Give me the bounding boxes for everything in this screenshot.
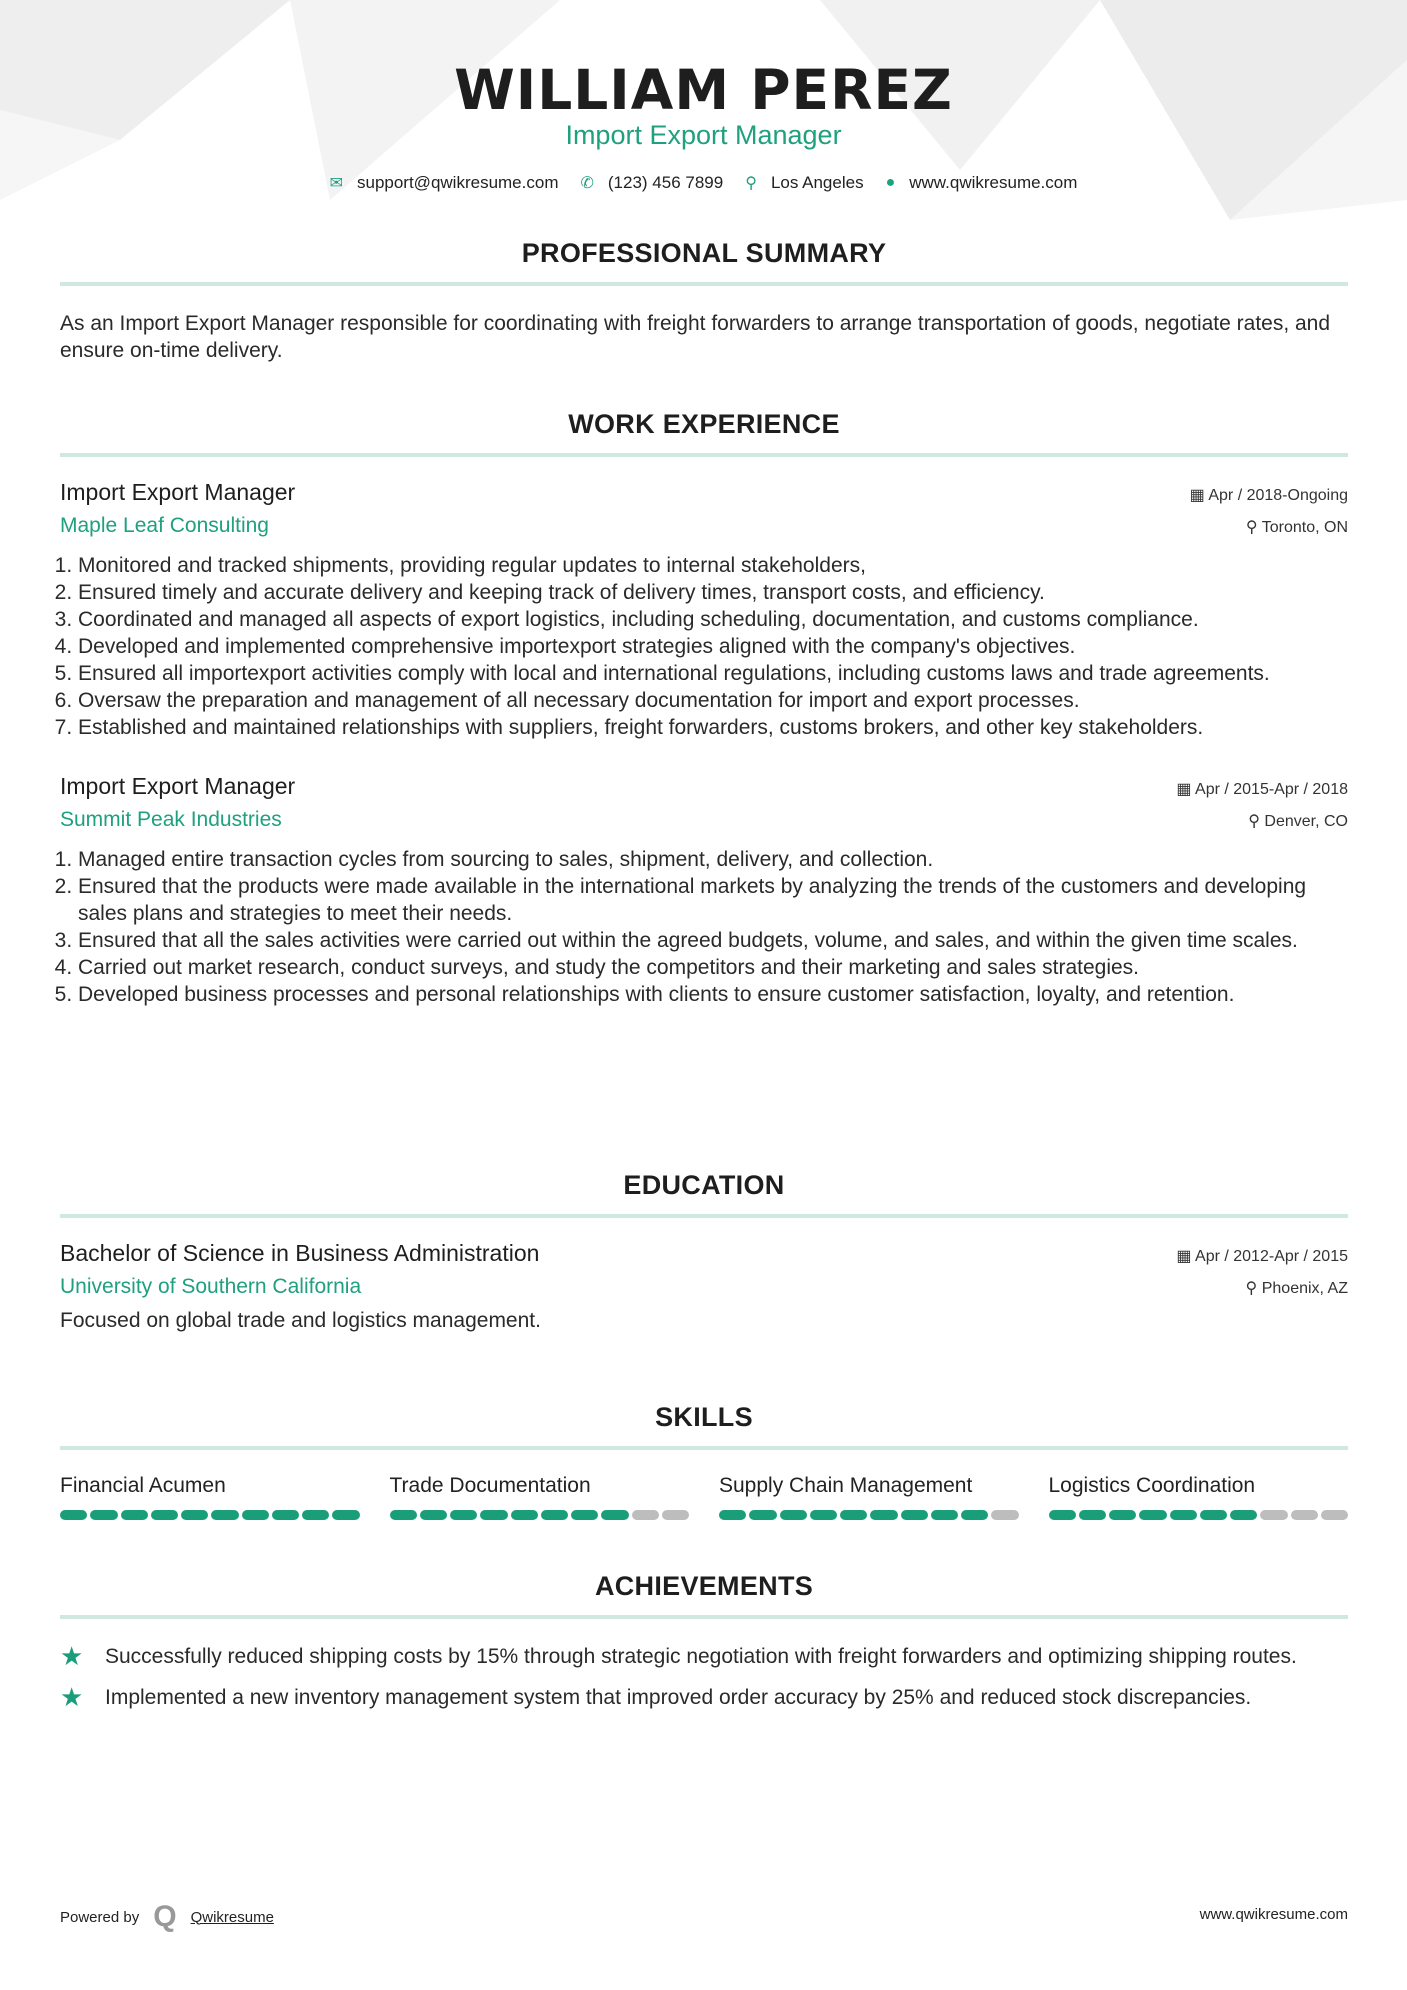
- footer-left: [60, 1900, 274, 1934]
- phone: (123) 456 7899: [607, 173, 724, 192]
- list-item: 2. Ensured that the products were made available in the international markets by analyzing the trends of the customers and developing sales plans and strategies to meet their needs.: [78, 873, 1348, 927]
- summary-section: [60, 238, 1348, 364]
- company: Maple Leaf Consulting: [60, 514, 269, 537]
- rating-segment: [931, 1510, 958, 1520]
- rating-segment: [810, 1510, 837, 1520]
- powered-by-label: Powered by: [60, 1908, 140, 1926]
- rating-segment: [749, 1510, 776, 1520]
- calendar-icon: ▦: [1176, 781, 1196, 798]
- experience-section: [60, 409, 1348, 1008]
- rating-segment: [90, 1510, 117, 1520]
- list-item: 1. Managed entire transaction cycles from sourcing to sales, shipment, delivery, and collection.: [78, 846, 1348, 873]
- job-dates: Apr / 2015-Apr / 2018: [1195, 781, 1348, 798]
- contact-bar: [0, 173, 1407, 193]
- rating-segment: [1260, 1510, 1287, 1520]
- footer-site[interactable]: www.qwikresume.com: [1199, 1906, 1348, 1923]
- divider: [60, 1446, 1348, 1450]
- pin-icon: ⚲: [1245, 1280, 1262, 1297]
- achievement-text: Successfully reduced shipping costs by 15% through strategic negotiation with freight forwarders and optimizing shipping routes.: [105, 1645, 1297, 1668]
- skill-name: Supply Chain Management: [719, 1474, 973, 1497]
- summary-text: As an Import Export Manager responsible for coordinating with freight forwarders to arrange transportation of goods, negotiate rates, and ensure on-time delivery.: [60, 312, 1331, 362]
- divider: [60, 282, 1348, 286]
- rating-segment: [991, 1510, 1018, 1520]
- company: Summit Peak Industries: [60, 808, 282, 831]
- calendar-icon: ▦: [1176, 1248, 1196, 1265]
- rating-segment: [1079, 1510, 1106, 1520]
- skill-name: Trade Documentation: [389, 1474, 591, 1497]
- education-description: Focused on global trade and logistics management.: [60, 1309, 541, 1332]
- rating-segment: [302, 1510, 329, 1520]
- list-item: 6. Oversaw the preparation and management of all necessary documentation for import and export processes.: [78, 687, 1348, 714]
- achievement-item: [60, 1643, 1348, 1670]
- list-item: 5. Ensured all importexport activities comply with local and international regulations, including customs laws and trade agreements.: [78, 660, 1348, 687]
- degree: Bachelor of Science in Business Administration: [60, 1240, 540, 1266]
- star-icon: ★: [60, 1682, 84, 1712]
- star-icon: ★: [60, 1641, 84, 1671]
- rating-segment: [541, 1510, 568, 1520]
- rating-segment: [60, 1510, 87, 1520]
- rating-segment: [1170, 1510, 1197, 1520]
- rating-segment: [211, 1510, 238, 1520]
- responsibility-list: [60, 846, 1348, 1008]
- achievement-text: Implemented a new inventory management system that improved order accuracy by 25% and reduced stock discrepancies.: [105, 1686, 1252, 1709]
- rating-segment: [1139, 1510, 1166, 1520]
- section-heading: SKILLS: [655, 1402, 753, 1432]
- rating-segment: [780, 1510, 807, 1520]
- skill-item: [390, 1474, 690, 1520]
- skill-name: Financial Acumen: [60, 1474, 226, 1497]
- candidate-title: Import Export Manager: [565, 120, 842, 150]
- education-section: [60, 1170, 1348, 1334]
- skills-section: [60, 1402, 1348, 1520]
- rating-segment: [1291, 1510, 1318, 1520]
- skill-rating: [60, 1510, 360, 1520]
- rating-segment: [571, 1510, 598, 1520]
- location: Los Angeles: [770, 173, 864, 192]
- rating-segment: [961, 1510, 988, 1520]
- divider: [60, 1615, 1348, 1619]
- rating-segment: [1321, 1510, 1348, 1520]
- job-dates: Apr / 2018-Ongoing: [1208, 487, 1348, 504]
- rating-segment: [662, 1510, 689, 1520]
- skill-item: [1049, 1474, 1349, 1520]
- rating-segment: [511, 1510, 538, 1520]
- rating-segment: [151, 1510, 178, 1520]
- education-location: Phoenix, AZ: [1261, 1280, 1348, 1297]
- list-item: 4. Developed and implemented comprehensive importexport strategies aligned with the company's objectives.: [78, 633, 1348, 660]
- rating-segment: [332, 1510, 359, 1520]
- divider: [60, 1214, 1348, 1218]
- job-location: Denver, CO: [1264, 813, 1348, 830]
- skill-rating: [1049, 1510, 1349, 1520]
- education-dates: Apr / 2012-Apr / 2015: [1195, 1248, 1348, 1265]
- rating-segment: [121, 1510, 148, 1520]
- job-entry: [60, 773, 1348, 1008]
- qwikresume-logo-icon: Q: [153, 1900, 177, 1933]
- rating-segment: [242, 1510, 269, 1520]
- rating-segment: [632, 1510, 659, 1520]
- rating-segment: [450, 1510, 477, 1520]
- calendar-icon: ▦: [1189, 487, 1209, 504]
- skill-name: Logistics Coordination: [1048, 1474, 1256, 1497]
- section-heading: WORK EXPERIENCE: [568, 409, 840, 439]
- list-item: 7. Established and maintained relationships with suppliers, freight forwarders, customs brokers, and other key stakeholders.: [78, 714, 1348, 741]
- rating-segment: [272, 1510, 299, 1520]
- rating-segment: [1049, 1510, 1076, 1520]
- rating-segment: [901, 1510, 928, 1520]
- rating-segment: [1230, 1510, 1257, 1520]
- skill-item: [60, 1474, 360, 1520]
- list-item: 3. Ensured that all the sales activities were carried out within the agreed budgets, volume, and sales, and within the given time scales.: [78, 927, 1348, 954]
- email[interactable]: support@qwikresume.com: [356, 173, 559, 192]
- phone-icon: ✆: [580, 175, 594, 192]
- pin-icon: ⚲: [1248, 813, 1265, 830]
- achievement-item: [60, 1684, 1348, 1711]
- envelope-icon: ✉: [329, 175, 343, 192]
- responsibility-list: [60, 552, 1348, 741]
- list-item: 1. Monitored and tracked shipments, providing regular updates to internal stakeholders,: [78, 552, 1348, 579]
- rating-segment: [420, 1510, 447, 1520]
- globe-icon: ●: [885, 174, 896, 191]
- skill-item: [719, 1474, 1019, 1520]
- website[interactable]: www.qwikresume.com: [909, 173, 1078, 192]
- section-heading: ACHIEVEMENTS: [594, 1571, 814, 1601]
- job-title: Import Export Manager: [60, 773, 296, 799]
- rating-segment: [181, 1510, 208, 1520]
- list-item: 5. Developed business processes and personal relationships with clients to ensure customer satisfaction, loyalty, and retention.: [78, 981, 1348, 1008]
- pin-icon: ⚲: [1245, 519, 1262, 536]
- divider: [60, 453, 1348, 457]
- map-pin-icon: ⚲: [745, 175, 757, 192]
- rating-segment: [601, 1510, 628, 1520]
- skill-rating: [719, 1510, 1019, 1520]
- skill-rating: [390, 1510, 690, 1520]
- rating-segment: [1200, 1510, 1227, 1520]
- job-location: Toronto, ON: [1261, 519, 1348, 536]
- list-item: 4. Carried out market research, conduct surveys, and study the competitors and their marketing and sales strategies.: [78, 954, 1348, 981]
- job-entry: [60, 479, 1348, 741]
- section-heading: PROFESSIONAL SUMMARY: [521, 238, 887, 268]
- rating-segment: [870, 1510, 897, 1520]
- candidate-name: WILLIAM PEREZ: [454, 58, 953, 122]
- achievements-section: [60, 1571, 1348, 1725]
- list-item: 2. Ensured timely and accurate delivery and keeping track of delivery times, transport costs, and efficiency.: [78, 579, 1348, 606]
- section-heading: EDUCATION: [623, 1170, 785, 1200]
- rating-segment: [390, 1510, 417, 1520]
- job-title: Import Export Manager: [60, 479, 296, 505]
- rating-segment: [719, 1510, 746, 1520]
- rating-segment: [480, 1510, 507, 1520]
- rating-segment: [1109, 1510, 1136, 1520]
- school: University of Southern California: [60, 1275, 362, 1298]
- rating-segment: [840, 1510, 867, 1520]
- list-item: 3. Coordinated and managed all aspects of export logistics, including scheduling, documentation, and customs compliance.: [78, 606, 1348, 633]
- brand-link[interactable]: Qwikresume: [190, 1908, 274, 1926]
